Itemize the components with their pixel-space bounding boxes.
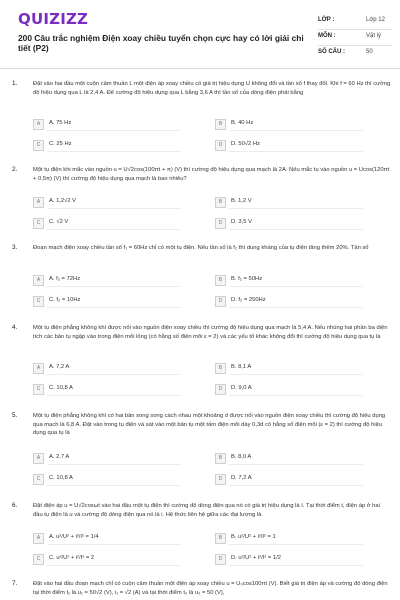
option-a[interactable] bbox=[33, 532, 183, 544]
meta-label: MÔN : bbox=[318, 33, 336, 39]
option-letter-box: C bbox=[33, 554, 44, 565]
meta-panel bbox=[318, 14, 392, 61]
question-text: Đặt vào hai đầu một cuộn cảm thuần L một điện áp xoay chiều có giá trị hiệu dụng U không đổi và tần số f thay đổi. Khi f = 60 Hz thì cường độ hiệu dụng qua L là 2,4 A. Để cường độ hiệu dụng qua L bằng 3,6 A thì tần số của dòng điện phải bằng bbox=[33, 81, 391, 96]
option-text: D. 9,0 A bbox=[231, 385, 252, 391]
option-letter-box: D bbox=[215, 554, 226, 565]
option-text: B. 1,2 V bbox=[231, 198, 252, 204]
option-c[interactable] bbox=[33, 139, 183, 151]
option-a[interactable] bbox=[33, 196, 183, 208]
meta-row-subject bbox=[318, 30, 392, 46]
option-letter-box: C bbox=[33, 296, 44, 307]
option-letter-box: B bbox=[215, 363, 226, 374]
question-number: 6. bbox=[12, 502, 18, 509]
question-number: 4. bbox=[12, 324, 18, 331]
option-text: A. 2,7 A bbox=[49, 454, 70, 460]
option-letter-box: A bbox=[33, 363, 44, 374]
meta-value: Lớp 12 bbox=[366, 17, 385, 23]
option-text: B. 8,1 A bbox=[231, 364, 252, 370]
option-letter-box: D bbox=[215, 140, 226, 151]
option-letter-box: B bbox=[215, 119, 226, 130]
option-text: B. 40 Hz bbox=[231, 120, 254, 126]
question-text: Đoạn mạch điện xoay chiều tần số f₁ = 60Hz chỉ có một tụ điện. Nếu tần số là f₂ thì dung kháng của tụ điện tăng thêm 20%. Tần số bbox=[33, 245, 369, 251]
option-d[interactable] bbox=[215, 473, 365, 485]
option-letter-box: D bbox=[215, 296, 226, 307]
meta-label: SỐ CÂU : bbox=[318, 49, 345, 55]
option-b[interactable] bbox=[215, 362, 365, 374]
option-a[interactable] bbox=[33, 118, 183, 130]
option-c[interactable] bbox=[33, 473, 183, 485]
document-header bbox=[0, 0, 400, 69]
question-number: 3. bbox=[12, 244, 18, 251]
option-c[interactable] bbox=[33, 217, 183, 229]
option-text: D. 3,5 V bbox=[231, 219, 252, 225]
option-text: A. 7,2 A bbox=[49, 364, 70, 370]
option-letter-box: A bbox=[33, 197, 44, 208]
option-letter-box: C bbox=[33, 384, 44, 395]
option-d[interactable] bbox=[215, 217, 365, 229]
option-letter-box: B bbox=[215, 197, 226, 208]
option-text: D. f₂ = 250Hz bbox=[231, 297, 266, 303]
option-letter-box: C bbox=[33, 218, 44, 229]
option-text: D. u²/U² + i²/I² = 1/2 bbox=[231, 555, 281, 561]
option-letter-box: C bbox=[33, 474, 44, 485]
option-letter-box: A bbox=[33, 533, 44, 544]
option-text: B. u²/U² + i²/I² = 1 bbox=[231, 534, 276, 540]
option-text: A. f₂ = 72Hz bbox=[49, 276, 81, 282]
option-letter-box: A bbox=[33, 453, 44, 464]
option-b[interactable] bbox=[215, 274, 365, 286]
question-text: Một tụ điện khi mắc vào nguồn u = U√2cos(100πt + π) (V) thì cường độ hiệu dụng qua mạch là 2A. Nếu mắc tụ vào nguồn u = Ucos(120πt + 0,5π) (V) thì cường độ hiệu dụng qua mạch là bao nhiêu? bbox=[33, 167, 390, 182]
question-number: 5. bbox=[12, 412, 18, 419]
question-number: 1. bbox=[12, 80, 18, 87]
meta-row-class bbox=[318, 14, 392, 30]
option-letter-box: A bbox=[33, 119, 44, 130]
meta-value: 50 bbox=[366, 49, 373, 55]
option-c[interactable] bbox=[33, 383, 183, 395]
option-text: A. 1,2√2 V bbox=[49, 198, 77, 204]
option-a[interactable] bbox=[33, 452, 183, 464]
option-b[interactable] bbox=[215, 532, 365, 544]
option-b[interactable] bbox=[215, 452, 365, 464]
option-d[interactable] bbox=[215, 383, 365, 395]
option-a[interactable] bbox=[33, 362, 183, 374]
option-letter-box: B bbox=[215, 533, 226, 544]
question-text: Đặt vào hai đầu đoạn mạch chỉ có cuộn cảm thuần một điện áp xoay chiều u = U₀cos100πt (V). Biết giá trị điện áp và cường độ dòng điện tại thời điểm t₁ là u₁ = 50√2 (V), i₁ = √2 (A) và tại thời điểm t₂ là u₂ = 50 (V), bbox=[33, 581, 388, 596]
question-number: 7. bbox=[12, 580, 18, 587]
option-text: D. 7,2 A bbox=[231, 475, 252, 481]
option-text: A. 75 Hz bbox=[49, 120, 72, 126]
option-letter-box: D bbox=[215, 384, 226, 395]
option-text: C. u²/U² + i²/I² = 2 bbox=[49, 555, 95, 561]
option-letter-box: B bbox=[215, 275, 226, 286]
quizizz-logo: QUIZIZZ bbox=[18, 10, 89, 28]
question-number: 2. bbox=[12, 166, 18, 173]
option-b[interactable] bbox=[215, 118, 365, 130]
option-text: C. 10,8 A bbox=[49, 475, 73, 481]
question-text: Một tụ điện phẳng không khí được nối vào nguồn điện xoay chiều thì cường độ hiệu dụng qua mạch là 5,4 A. Nếu nhúng hai phần ba diện tích các bản tụ ngập vào trong điện môi lỏng (có hằng số điện môi ε = 2) và các yếu tố khác không đổi thì cường độ hiệu dụng qua tụ là bbox=[33, 325, 388, 340]
option-letter-box: A bbox=[33, 275, 44, 286]
document-title: 200 Câu trắc nghiệm Điện xoay chiều tuyển chọn cực hay có lời giải chi tiết (P2) bbox=[18, 33, 304, 53]
option-text: C. 10,8 A bbox=[49, 385, 73, 391]
option-letter-box: D bbox=[215, 218, 226, 229]
option-text: D. 50√2 Hz bbox=[231, 141, 260, 147]
meta-row-count bbox=[318, 46, 392, 61]
option-d[interactable] bbox=[215, 553, 365, 565]
option-a[interactable] bbox=[33, 274, 183, 286]
option-letter-box: B bbox=[215, 453, 226, 464]
option-b[interactable] bbox=[215, 196, 365, 208]
option-text: B. 8,0 A bbox=[231, 454, 252, 460]
question-text: Một tụ điện phẳng không khí có hai bản song song cách nhau một khoảng d được nối vào nguồn điện xoay chiều thì cường độ hiệu dụng qua mạch là 6,8 A. Đặt vào trong tụ điện và sát vào một bản tụ một tấm điện môi dày 0,3d có hằng số điện môi (ε = 2) thì cường độ hiệu dụng qua tụ là bbox=[33, 413, 386, 437]
option-text: B. f₂ = 50Hz bbox=[231, 276, 263, 282]
option-letter-box: C bbox=[33, 140, 44, 151]
meta-value: Vật lý bbox=[366, 33, 382, 39]
option-c[interactable] bbox=[33, 553, 183, 565]
option-text: C. 25 Hz bbox=[49, 141, 72, 147]
option-d[interactable] bbox=[215, 139, 365, 151]
option-text: C. f₂ = 10Hz bbox=[49, 297, 81, 303]
option-d[interactable] bbox=[215, 295, 365, 307]
meta-label: LỚP : bbox=[318, 17, 335, 23]
option-letter-box: D bbox=[215, 474, 226, 485]
option-text: C. √2 V bbox=[49, 219, 69, 225]
option-text: A. u²/U² + i²/I² = 1/4 bbox=[49, 534, 99, 540]
question-text: Đặt điện áp u = U√2cosωt vào hai đầu một tụ điện thì cường độ dòng điện qua nó có giá trị hiệu dụng là I. Tại thời điểm t, điện áp ở hai đầu tụ điện là u và cường độ dòng điện qua nó là i. Hệ thức liên hệ giữa các đại lượng là bbox=[33, 503, 380, 518]
option-c[interactable] bbox=[33, 295, 183, 307]
